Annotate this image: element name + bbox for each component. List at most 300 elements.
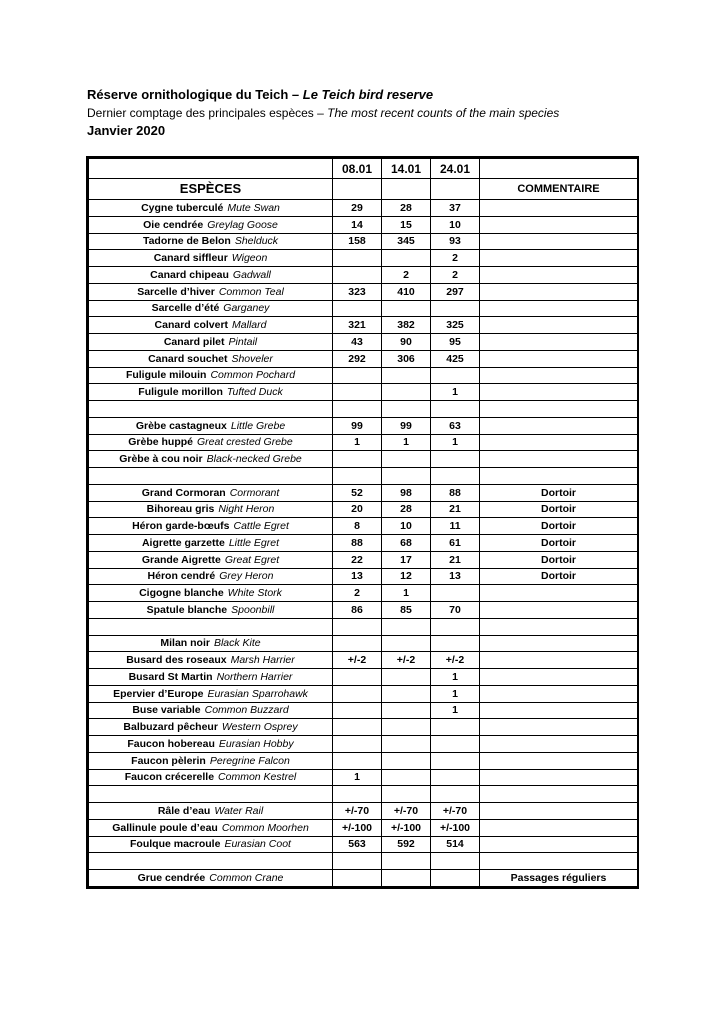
spacer-cell xyxy=(382,786,431,803)
count-cell xyxy=(382,752,431,769)
species-name-french: Buse variable xyxy=(132,704,201,717)
species-name-english: Common Teal xyxy=(218,285,284,298)
count-cell xyxy=(333,669,382,686)
species-name-french: Faucon hobereau xyxy=(127,737,215,750)
bird-counts-table xyxy=(88,158,638,887)
table-row xyxy=(89,702,638,719)
header-empty-cell xyxy=(431,179,480,200)
species-cell xyxy=(89,417,333,434)
table-row xyxy=(89,752,638,769)
count-cell: 88 xyxy=(431,484,480,501)
count-cell: 306 xyxy=(382,350,431,367)
spacer-cell xyxy=(333,618,382,635)
count-cell: 13 xyxy=(333,568,382,585)
comment-cell xyxy=(480,283,638,300)
column-header-row xyxy=(89,179,638,200)
species-name-french: Faucon pèlerin xyxy=(131,754,206,767)
species-name-french: Grèbe castagneux xyxy=(135,419,227,432)
spacer-cell xyxy=(480,468,638,485)
count-cell xyxy=(382,669,431,686)
species-name-french: Grue cendrée xyxy=(137,871,206,884)
count-cell: 1 xyxy=(431,669,480,686)
species-cell xyxy=(89,669,333,686)
count-cell xyxy=(333,752,382,769)
count-cell: +/-2 xyxy=(382,652,431,669)
count-cell: 21 xyxy=(431,501,480,518)
subtitle-english: The most recent counts of the main species xyxy=(327,106,560,120)
species-cell xyxy=(89,535,333,552)
comment-cell xyxy=(480,334,638,351)
spacer-row xyxy=(89,401,638,418)
species-cell xyxy=(89,300,333,317)
comment-cell xyxy=(480,585,638,602)
comment-cell xyxy=(480,719,638,736)
date-header-empty-cell xyxy=(89,159,333,179)
species-name-french: Grèbe à cou noir xyxy=(119,453,203,466)
spacer-cell xyxy=(431,401,480,418)
species-cell xyxy=(89,803,333,820)
species-name-english: Cattle Egret xyxy=(233,520,289,533)
count-cell xyxy=(333,250,382,267)
table-row xyxy=(89,803,638,820)
count-cell: 15 xyxy=(382,216,431,233)
count-cell: +/-70 xyxy=(333,803,382,820)
species-name-english: Shoveler xyxy=(231,352,273,365)
species-cell xyxy=(89,585,333,602)
comment-cell xyxy=(480,652,638,669)
count-cell: 345 xyxy=(382,233,431,250)
table-row xyxy=(89,602,638,619)
species-cell xyxy=(89,685,333,702)
species-name-french: Sarcelle d’hiver xyxy=(137,285,215,298)
spacer-cell xyxy=(431,468,480,485)
count-cell: 85 xyxy=(382,602,431,619)
table-row xyxy=(89,501,638,518)
table-row xyxy=(89,283,638,300)
count-cell: 292 xyxy=(333,350,382,367)
species-name-english: Night Heron xyxy=(218,503,275,516)
count-cell xyxy=(333,685,382,702)
count-cell: 90 xyxy=(382,334,431,351)
comment-cell xyxy=(480,836,638,853)
comment-cell: Dortoir xyxy=(480,501,638,518)
species-cell xyxy=(89,870,333,887)
count-cell: 323 xyxy=(333,283,382,300)
document-header xyxy=(87,87,647,139)
spacer-cell xyxy=(333,786,382,803)
spacer-row xyxy=(89,853,638,870)
count-cell: 563 xyxy=(333,836,382,853)
species-name-english: Eurasian Sparrohawk xyxy=(207,687,308,700)
count-cell: 1 xyxy=(382,585,431,602)
species-name-english: Western Osprey xyxy=(221,721,298,734)
species-name-french: Héron cendré xyxy=(147,570,216,583)
comment-cell xyxy=(480,267,638,284)
spacer-cell xyxy=(382,468,431,485)
species-cell xyxy=(89,484,333,501)
count-cell xyxy=(382,384,431,401)
spacer-row xyxy=(89,786,638,803)
table-row xyxy=(89,551,638,568)
spacer-cell xyxy=(89,786,333,803)
species-name-french: Fuligule morillon xyxy=(138,386,223,399)
count-cell: 99 xyxy=(382,417,431,434)
count-cell: 592 xyxy=(382,836,431,853)
count-cell: 514 xyxy=(431,836,480,853)
species-name-french: Cigogne blanche xyxy=(139,587,224,600)
count-cell: +/-100 xyxy=(431,819,480,836)
comment-cell xyxy=(480,434,638,451)
table-row xyxy=(89,585,638,602)
comment-cell: Dortoir xyxy=(480,551,638,568)
count-cell: 1 xyxy=(431,384,480,401)
species-name-english: Common Crane xyxy=(209,871,284,884)
table-row xyxy=(89,267,638,284)
table-row xyxy=(89,434,638,451)
count-cell: 8 xyxy=(333,518,382,535)
table-row xyxy=(89,417,638,434)
count-cell xyxy=(333,870,382,887)
count-cell xyxy=(382,870,431,887)
species-name-english: Grey Heron xyxy=(219,570,274,583)
count-cell: 382 xyxy=(382,317,431,334)
count-cell: 22 xyxy=(333,551,382,568)
comment-cell xyxy=(480,367,638,384)
spacer-cell xyxy=(89,853,333,870)
species-name-english: Common Kestrel xyxy=(218,771,297,784)
count-cell: 425 xyxy=(431,350,480,367)
spacer-cell xyxy=(480,401,638,418)
species-name-french: Oie cendrée xyxy=(143,218,204,231)
count-cell: 13 xyxy=(431,568,480,585)
table-row xyxy=(89,870,638,887)
species-cell xyxy=(89,216,333,233)
species-name-french: Canard pilet xyxy=(163,335,225,348)
count-cell: 297 xyxy=(431,283,480,300)
species-name-french: Canard souchet xyxy=(148,352,228,365)
species-cell xyxy=(89,819,333,836)
count-cell: 10 xyxy=(382,518,431,535)
spacer-cell xyxy=(382,401,431,418)
species-name-french: Grande Aigrette xyxy=(141,553,221,566)
species-cell xyxy=(89,518,333,535)
spacer-cell xyxy=(89,618,333,635)
count-cell xyxy=(382,769,431,786)
species-name-english: Little Egret xyxy=(228,536,280,549)
count-cell: 28 xyxy=(382,200,431,217)
species-name-french: Grèbe huppé xyxy=(128,436,194,449)
spacer-cell xyxy=(431,786,480,803)
count-cell xyxy=(382,736,431,753)
table-row xyxy=(89,216,638,233)
table-row xyxy=(89,367,638,384)
count-cell: 99 xyxy=(333,417,382,434)
species-name-english: Great Egret xyxy=(224,553,280,566)
species-name-french: Canard colvert xyxy=(154,319,229,332)
date-header-empty-cell xyxy=(480,159,638,179)
species-cell xyxy=(89,250,333,267)
comment-cell: Passages réguliers xyxy=(480,870,638,887)
spacer-cell xyxy=(333,853,382,870)
species-name-french: Busard des roseaux xyxy=(126,654,227,667)
count-cell xyxy=(333,384,382,401)
comment-cell: Dortoir xyxy=(480,518,638,535)
species-cell xyxy=(89,568,333,585)
comment-cell xyxy=(480,803,638,820)
count-cell: 70 xyxy=(431,602,480,619)
header-empty-cell xyxy=(333,179,382,200)
species-name-english: Tufted Duck xyxy=(226,386,283,399)
species-cell xyxy=(89,317,333,334)
species-cell xyxy=(89,501,333,518)
count-cell: 1 xyxy=(333,434,382,451)
count-cell: 68 xyxy=(382,535,431,552)
count-cell: 1 xyxy=(431,702,480,719)
count-cell: 10 xyxy=(431,216,480,233)
count-cell: 28 xyxy=(382,501,431,518)
count-cell: 2 xyxy=(333,585,382,602)
count-cell xyxy=(333,702,382,719)
species-cell xyxy=(89,551,333,568)
species-cell xyxy=(89,602,333,619)
count-cell: 158 xyxy=(333,233,382,250)
table-row xyxy=(89,317,638,334)
species-cell xyxy=(89,635,333,652)
species-name-french: Fuligule milouin xyxy=(125,369,207,382)
count-cell xyxy=(431,635,480,652)
comment-cell xyxy=(480,769,638,786)
table-row xyxy=(89,669,638,686)
species-name-french: Râle d’eau xyxy=(157,804,211,817)
spacer-cell xyxy=(89,468,333,485)
table-row xyxy=(89,300,638,317)
comment-cell xyxy=(480,685,638,702)
count-cell: 2 xyxy=(431,267,480,284)
title-french: Réserve ornithologique du Teich – xyxy=(87,87,303,102)
count-cell xyxy=(382,719,431,736)
table-row xyxy=(89,535,638,552)
comment-cell xyxy=(480,250,638,267)
count-cell: +/-70 xyxy=(431,803,480,820)
species-cell xyxy=(89,652,333,669)
document-subtitle xyxy=(87,105,647,121)
species-name-french: Faucon crécerelle xyxy=(124,771,215,784)
count-cell: 21 xyxy=(431,551,480,568)
count-cell: 410 xyxy=(382,283,431,300)
count-cell xyxy=(382,635,431,652)
comment-cell xyxy=(480,200,638,217)
species-cell xyxy=(89,836,333,853)
count-cell xyxy=(333,267,382,284)
species-cell xyxy=(89,752,333,769)
table-row xyxy=(89,518,638,535)
count-cell: 93 xyxy=(431,233,480,250)
species-name-english: Common Buzzard xyxy=(204,704,289,717)
count-cell: 95 xyxy=(431,334,480,351)
count-cell: 86 xyxy=(333,602,382,619)
count-cell xyxy=(431,367,480,384)
count-cell xyxy=(333,719,382,736)
count-cell xyxy=(382,451,431,468)
count-cell xyxy=(431,769,480,786)
species-name-french: Tadorne de Belon xyxy=(142,235,231,248)
count-cell xyxy=(431,736,480,753)
spacer-cell xyxy=(431,853,480,870)
spacer-cell xyxy=(480,786,638,803)
comment-cell xyxy=(480,300,638,317)
header-empty-cell xyxy=(382,179,431,200)
count-cell: 1 xyxy=(431,685,480,702)
comment-cell xyxy=(480,602,638,619)
comment-cell xyxy=(480,451,638,468)
table-row xyxy=(89,384,638,401)
count-cell xyxy=(382,367,431,384)
count-cell xyxy=(431,719,480,736)
spacer-cell xyxy=(480,853,638,870)
count-cell: 63 xyxy=(431,417,480,434)
species-name-english: Water Rail xyxy=(214,804,264,817)
count-cell: +/-2 xyxy=(431,652,480,669)
species-cell xyxy=(89,719,333,736)
species-name-english: Cormorant xyxy=(229,486,280,499)
count-cell xyxy=(431,451,480,468)
title-english: Le Teich bird reserve xyxy=(302,87,434,102)
count-cell xyxy=(333,300,382,317)
table-row xyxy=(89,769,638,786)
species-name-english: Eurasian Coot xyxy=(224,838,291,851)
count-cell: 61 xyxy=(431,535,480,552)
table-row xyxy=(89,350,638,367)
species-name-english: Northern Harrier xyxy=(216,670,293,683)
comment-cell xyxy=(480,736,638,753)
species-name-english: Black-necked Grebe xyxy=(206,453,302,466)
species-name-french: Aigrette garzette xyxy=(141,536,225,549)
count-cell: 2 xyxy=(431,250,480,267)
table-row xyxy=(89,719,638,736)
species-name-french: Foulque macroule xyxy=(130,838,221,851)
species-cell xyxy=(89,200,333,217)
count-cell: 17 xyxy=(382,551,431,568)
document-title xyxy=(87,87,647,103)
table-row xyxy=(89,836,638,853)
table-row xyxy=(89,635,638,652)
count-cell xyxy=(382,685,431,702)
species-name-french: Epervier d’Europe xyxy=(113,687,204,700)
species-name-french: Gallinule poule d’eau xyxy=(112,821,218,834)
species-cell xyxy=(89,451,333,468)
species-name-french: Spatule blanche xyxy=(146,603,228,616)
table-row xyxy=(89,250,638,267)
species-name-english: Common Pochard xyxy=(210,369,296,382)
table-row xyxy=(89,334,638,351)
table-row xyxy=(89,568,638,585)
count-cell xyxy=(333,736,382,753)
species-name-english: Spoonbill xyxy=(231,603,275,616)
species-name-french: Bihoreau gris xyxy=(146,503,215,516)
comment-cell xyxy=(480,216,638,233)
spacer-cell xyxy=(382,618,431,635)
species-cell xyxy=(89,334,333,351)
comment-column-header: COMMENTAIRE xyxy=(480,179,638,200)
count-cell xyxy=(431,585,480,602)
comment-cell xyxy=(480,702,638,719)
comment-cell: Dortoir xyxy=(480,568,638,585)
species-name-english: White Stork xyxy=(227,587,282,600)
species-name-english: Mallard xyxy=(232,319,267,332)
table-row xyxy=(89,819,638,836)
comment-cell xyxy=(480,350,638,367)
table-row xyxy=(89,233,638,250)
counts-table-frame xyxy=(86,156,639,889)
count-cell: +/-100 xyxy=(382,819,431,836)
count-cell: 98 xyxy=(382,484,431,501)
species-cell xyxy=(89,736,333,753)
count-cell: 321 xyxy=(333,317,382,334)
spacer-cell xyxy=(480,618,638,635)
species-cell xyxy=(89,350,333,367)
count-cell: +/-100 xyxy=(333,819,382,836)
count-cell: 12 xyxy=(382,568,431,585)
spacer-cell xyxy=(333,468,382,485)
count-cell xyxy=(431,300,480,317)
count-cell xyxy=(333,367,382,384)
spacer-row xyxy=(89,468,638,485)
count-cell: 1 xyxy=(382,434,431,451)
count-cell: 29 xyxy=(333,200,382,217)
comment-cell xyxy=(480,669,638,686)
species-name-french: Grand Cormoran xyxy=(141,486,226,499)
count-cell: 325 xyxy=(431,317,480,334)
species-cell xyxy=(89,434,333,451)
species-name-french: Busard St Martin xyxy=(128,670,213,683)
table-row xyxy=(89,200,638,217)
species-cell xyxy=(89,769,333,786)
spacer-cell xyxy=(89,401,333,418)
comment-cell: Dortoir xyxy=(480,535,638,552)
count-cell xyxy=(382,300,431,317)
count-cell: 14 xyxy=(333,216,382,233)
count-cell: 11 xyxy=(431,518,480,535)
spacer-cell xyxy=(382,853,431,870)
table-row xyxy=(89,736,638,753)
species-cell xyxy=(89,267,333,284)
spacer-row xyxy=(89,618,638,635)
comment-cell: Dortoir xyxy=(480,484,638,501)
species-name-english: Great crested Grebe xyxy=(197,436,293,449)
count-cell: 52 xyxy=(333,484,382,501)
date-header-row xyxy=(89,159,638,179)
count-cell xyxy=(333,635,382,652)
comment-cell xyxy=(480,819,638,836)
species-name-english: Little Grebe xyxy=(230,419,286,432)
species-cell xyxy=(89,233,333,250)
spacer-cell xyxy=(431,618,480,635)
species-name-english: Shelduck xyxy=(234,235,279,248)
count-cell: 1 xyxy=(333,769,382,786)
species-name-french: Balbuzard pêcheur xyxy=(123,721,218,734)
species-name-french: Sarcelle d’été xyxy=(151,302,220,315)
species-cell xyxy=(89,702,333,719)
table-row xyxy=(89,484,638,501)
count-cell: +/-70 xyxy=(382,803,431,820)
comment-cell xyxy=(480,233,638,250)
species-cell xyxy=(89,384,333,401)
species-name-english: Greylag Goose xyxy=(207,218,278,231)
table-row xyxy=(89,652,638,669)
species-name-english: Pintail xyxy=(228,335,258,348)
count-cell xyxy=(431,752,480,769)
species-name-english: Gadwall xyxy=(232,268,271,281)
